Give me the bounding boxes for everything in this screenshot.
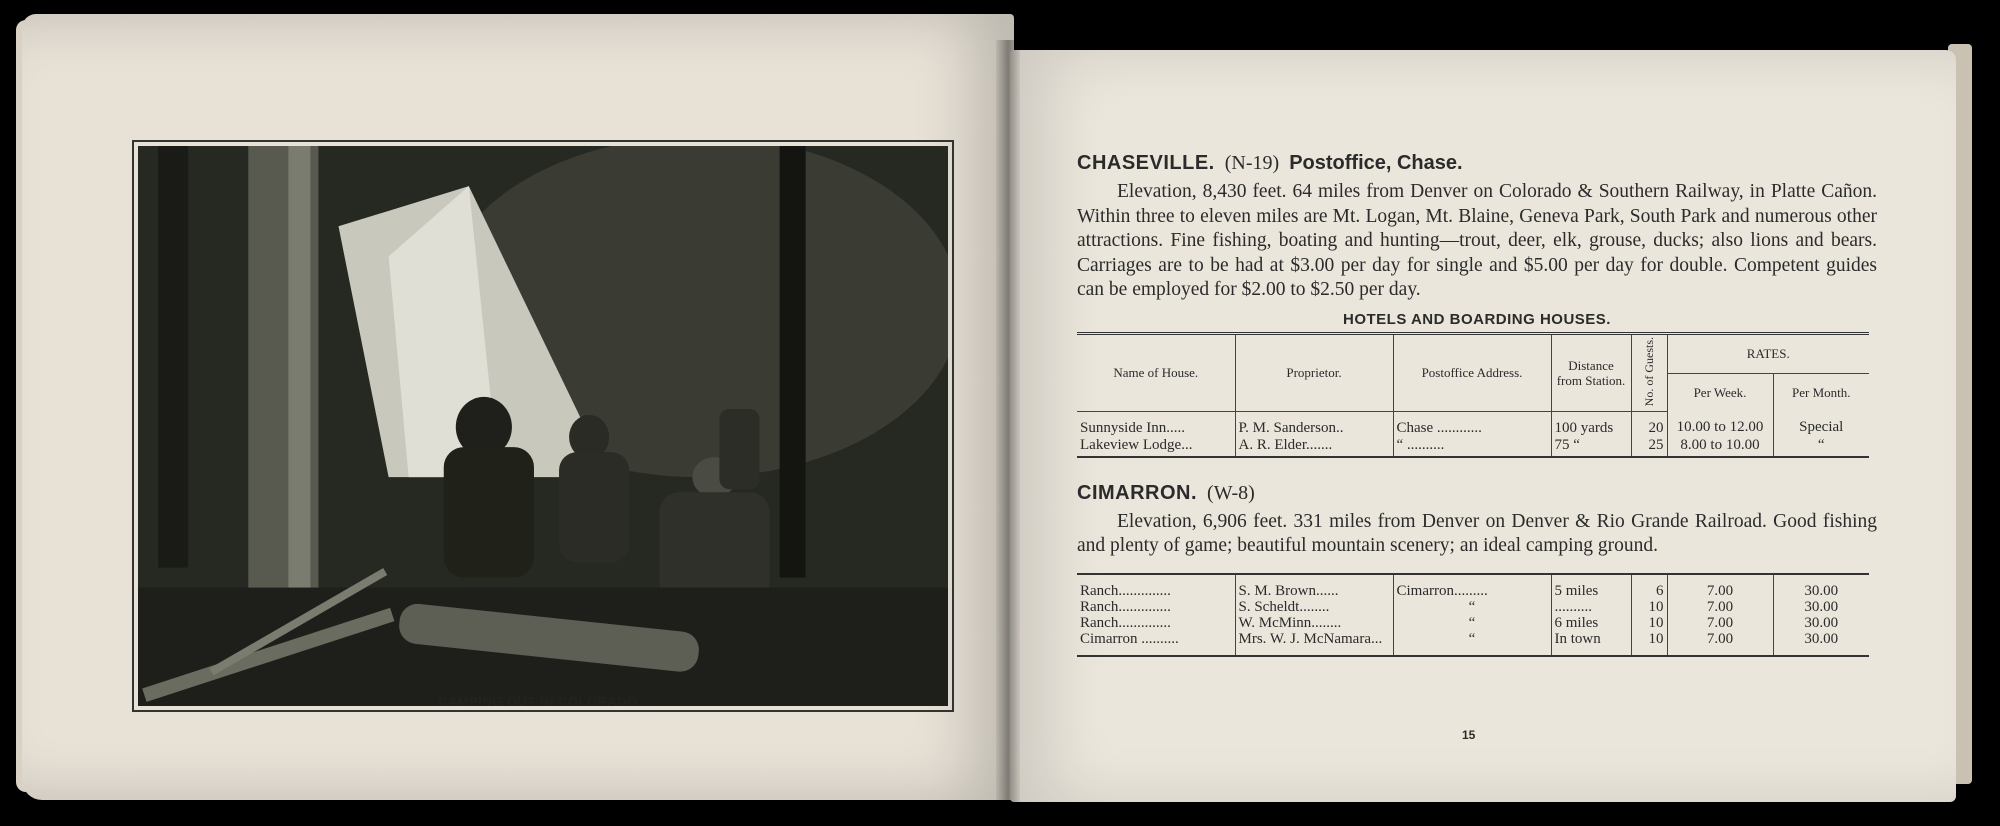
cell-address: Chase ............ xyxy=(1393,411,1551,437)
place-name: CHASEVILLE. xyxy=(1077,152,1215,174)
page-number: 15 xyxy=(1462,728,1476,742)
cell-month: 30.00 xyxy=(1804,630,1839,647)
cell-week: 7.00 xyxy=(1667,615,1773,631)
cell-guests: 10 xyxy=(1631,631,1667,656)
cell-week: 10.00 to 12.00 xyxy=(1667,411,1773,437)
cell-proprietor: W. McMinn........ xyxy=(1235,615,1393,631)
place-name: CIMARRON. xyxy=(1077,481,1198,504)
photo-caption: CAMPING OUT IN COLORADO. xyxy=(437,694,643,709)
cell-guests: 6 xyxy=(1631,574,1667,599)
right-page-content xyxy=(1077,150,1877,657)
cell-proprietor: S. M. Brown...... xyxy=(1235,574,1393,599)
header-guests: No. of Guests. xyxy=(1631,333,1667,411)
cell-guests: 25 xyxy=(1631,437,1667,457)
cell-distance: .......... xyxy=(1551,599,1631,615)
header-rates: RATES. xyxy=(1667,333,1869,374)
cell-name: Ranch.............. xyxy=(1077,574,1235,599)
cell-guests: 10 xyxy=(1631,599,1667,615)
cell-address: “ xyxy=(1393,599,1551,615)
header-per-month: Per Month. xyxy=(1792,385,1851,401)
cell-name: Ranch.............. xyxy=(1077,599,1235,615)
header-proprietor: Proprietor. xyxy=(1235,333,1393,411)
map-code: (N-19) xyxy=(1224,152,1280,174)
header-name: Name of House. xyxy=(1077,333,1235,411)
cimarron-hotels-table xyxy=(1077,573,1869,657)
cell-distance: 75 “ xyxy=(1551,437,1631,457)
cell-distance: In town xyxy=(1551,631,1631,656)
cell-month: 30.00 xyxy=(1804,614,1839,631)
table-title: HOTELS AND BOARDING HOUSES. xyxy=(1343,310,1611,328)
cell-name: Sunnyside Inn..... xyxy=(1077,411,1235,437)
chaseville-description: Elevation, 8,430 feet. 64 miles from Denver on Colorado & Southern Railway, in Platte Cañon. Within three to eleven miles are Mt. Logan, Mt. Blaine, Geneva Park, South Park and numerous other attractions. Fine fishing, boating and hunting—trout, deer, elk, grouse, ducks; also lions and bears. Carriages are to be had at $3.00 per day for single and $5.00 per day for double. Competent guides can be employed for $2.00 to $2.50 per day. xyxy=(1077,181,1877,300)
chaseville-heading xyxy=(1077,150,1877,176)
cell-week: 7.00 xyxy=(1667,599,1773,615)
header-postoffice: Postoffice Address. xyxy=(1393,333,1551,411)
cimarron-description: Elevation, 6,906 feet. 331 miles from Denver on Denver & Rio Grande Railroad. Good fishing and plenty of game; beautiful mountain scenery; an ideal camping ground. xyxy=(1077,510,1877,557)
table-row xyxy=(1077,411,1869,437)
header-per-week: Per Week. xyxy=(1667,374,1773,412)
table-row xyxy=(1077,437,1869,457)
cimarron-heading xyxy=(1077,480,1877,506)
cell-guests: 10 xyxy=(1631,615,1667,631)
cell-proprietor: Mrs. W. J. McNamara... xyxy=(1235,631,1393,656)
cell-address: “ .......... xyxy=(1393,437,1551,457)
cell-week: 7.00 xyxy=(1667,631,1773,656)
table-row xyxy=(1077,574,1869,599)
cell-week: 8.00 to 10.00 xyxy=(1667,437,1773,457)
photo-image xyxy=(138,146,948,706)
cell-distance: 5 miles xyxy=(1551,574,1631,599)
camping-photograph xyxy=(132,140,954,712)
cell-name: Ranch.............. xyxy=(1077,615,1235,631)
cell-proprietor: S. Scheldt........ xyxy=(1235,599,1393,615)
book-gutter xyxy=(996,40,1020,810)
cell-month: “ xyxy=(1817,436,1825,453)
cell-distance: 6 miles xyxy=(1551,615,1631,631)
cell-name: Lakeview Lodge... xyxy=(1077,437,1235,457)
cell-distance: 100 yards xyxy=(1551,411,1631,437)
table-row xyxy=(1077,599,1869,615)
cell-address: Cimarron......... xyxy=(1393,574,1551,599)
header-distance: Distance from Station. xyxy=(1551,333,1631,411)
cell-week: 7.00 xyxy=(1667,574,1773,599)
table-row xyxy=(1077,631,1869,656)
cell-address: “ xyxy=(1393,615,1551,631)
table-row xyxy=(1077,615,1869,631)
cell-proprietor: P. M. Sanderson.. xyxy=(1235,411,1393,437)
map-code: (W-8) xyxy=(1207,481,1255,504)
chaseville-hotels-table xyxy=(1077,332,1869,458)
cell-address: “ xyxy=(1393,631,1551,656)
cell-guests: 20 xyxy=(1631,411,1667,437)
cell-month: Special xyxy=(1799,419,1844,436)
cell-proprietor: A. R. Elder....... xyxy=(1235,437,1393,457)
cell-month: 30.00 xyxy=(1804,598,1839,615)
cell-name: Cimarron .......... xyxy=(1077,631,1235,656)
postoffice-label: Postoffice, Chase. xyxy=(1289,152,1463,174)
cell-month: 30.00 xyxy=(1804,582,1839,599)
camp-scene-illustration xyxy=(138,146,948,706)
